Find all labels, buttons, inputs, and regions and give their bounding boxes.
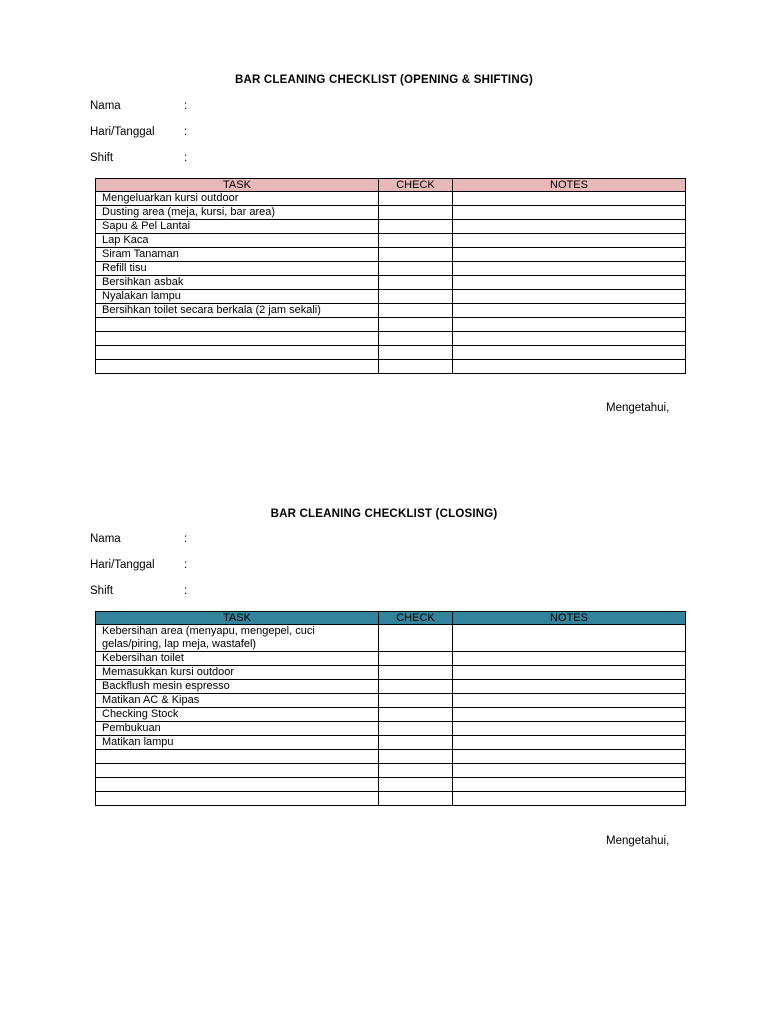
notes-cell[interactable] bbox=[453, 206, 686, 220]
field-label: Nama bbox=[90, 100, 121, 112]
check-cell[interactable] bbox=[379, 290, 453, 304]
check-cell[interactable] bbox=[379, 666, 453, 680]
field-label: Shift bbox=[90, 585, 114, 597]
table-row bbox=[96, 304, 686, 318]
task-cell: Backflush mesin espresso bbox=[96, 680, 379, 694]
task-cell bbox=[96, 360, 379, 374]
task-cell bbox=[96, 764, 379, 778]
notes-cell[interactable] bbox=[453, 332, 686, 346]
header-notes: NOTES bbox=[453, 179, 686, 192]
header-task: TASK bbox=[96, 612, 379, 625]
task-cell: Mengeluarkan kursi outdoor bbox=[96, 192, 379, 206]
opening-field-nama bbox=[90, 100, 187, 112]
opening-signature-label: Mengetahui, bbox=[606, 402, 670, 414]
notes-cell[interactable] bbox=[453, 318, 686, 332]
task-cell bbox=[96, 332, 379, 346]
field-label: Shift bbox=[90, 152, 114, 164]
notes-cell[interactable] bbox=[453, 778, 686, 792]
table-row bbox=[96, 764, 686, 778]
table-row bbox=[96, 276, 686, 290]
task-cell bbox=[96, 750, 379, 764]
check-cell[interactable] bbox=[379, 750, 453, 764]
check-cell[interactable] bbox=[379, 276, 453, 290]
task-cell: Checking Stock bbox=[96, 708, 379, 722]
field-label: Hari/Tanggal bbox=[90, 559, 155, 571]
notes-cell[interactable] bbox=[453, 736, 686, 750]
opening-field-hari-tanggal bbox=[90, 126, 187, 138]
table-row bbox=[96, 778, 686, 792]
table-header-row bbox=[96, 612, 686, 625]
header-notes: NOTES bbox=[453, 612, 686, 625]
header-check: CHECK bbox=[379, 612, 453, 625]
check-cell[interactable] bbox=[379, 304, 453, 318]
field-colon: : bbox=[184, 533, 188, 545]
opening-title: BAR CLEANING CHECKLIST (OPENING & SHIFTING) bbox=[234, 74, 533, 86]
notes-cell[interactable] bbox=[453, 680, 686, 694]
table-row bbox=[96, 722, 686, 736]
table-row bbox=[96, 792, 686, 806]
check-cell[interactable] bbox=[379, 234, 453, 248]
table-row bbox=[96, 680, 686, 694]
check-cell[interactable] bbox=[379, 736, 453, 750]
task-cell: Kebersihan toilet bbox=[96, 652, 379, 666]
check-cell[interactable] bbox=[379, 694, 453, 708]
notes-cell[interactable] bbox=[453, 346, 686, 360]
check-cell[interactable] bbox=[379, 652, 453, 666]
check-cell[interactable] bbox=[379, 262, 453, 276]
check-cell[interactable] bbox=[379, 192, 453, 206]
check-cell[interactable] bbox=[379, 708, 453, 722]
task-cell: Lap Kaca bbox=[96, 234, 379, 248]
table-row bbox=[96, 652, 686, 666]
task-cell: Siram Tanaman bbox=[96, 248, 379, 262]
task-cell: Matikan AC & Kipas bbox=[96, 694, 379, 708]
notes-cell[interactable] bbox=[453, 722, 686, 736]
check-cell[interactable] bbox=[379, 764, 453, 778]
check-cell[interactable] bbox=[379, 332, 453, 346]
task-cell: Bersihkan asbak bbox=[96, 276, 379, 290]
notes-cell[interactable] bbox=[453, 360, 686, 374]
task-cell: Matikan lampu bbox=[96, 736, 379, 750]
check-cell[interactable] bbox=[379, 680, 453, 694]
task-cell bbox=[96, 778, 379, 792]
check-cell[interactable] bbox=[379, 346, 453, 360]
notes-cell[interactable] bbox=[453, 192, 686, 206]
notes-cell[interactable] bbox=[453, 234, 686, 248]
table-row bbox=[96, 290, 686, 304]
closing-field-shift bbox=[90, 585, 187, 597]
table-row bbox=[96, 206, 686, 220]
notes-cell[interactable] bbox=[453, 764, 686, 778]
notes-cell[interactable] bbox=[453, 694, 686, 708]
opening-field-shift bbox=[90, 152, 187, 164]
field-colon: : bbox=[184, 559, 188, 571]
table-row bbox=[96, 708, 686, 722]
notes-cell[interactable] bbox=[453, 652, 686, 666]
field-label: Nama bbox=[90, 533, 121, 545]
closing-signature-label: Mengetahui, bbox=[606, 835, 670, 847]
notes-cell[interactable] bbox=[453, 625, 686, 652]
table-row bbox=[96, 750, 686, 764]
table-header-row bbox=[96, 179, 686, 192]
table-row bbox=[96, 736, 686, 750]
table-row bbox=[96, 248, 686, 262]
task-cell bbox=[96, 318, 379, 332]
table-row bbox=[96, 234, 686, 248]
field-label: Hari/Tanggal bbox=[90, 126, 155, 138]
table-row bbox=[96, 192, 686, 206]
header-task: TASK bbox=[96, 179, 379, 192]
table-row bbox=[96, 346, 686, 360]
task-cell: Bersihkan toilet secara berkala (2 jam sekali) bbox=[96, 304, 379, 318]
notes-cell[interactable] bbox=[453, 750, 686, 764]
notes-cell[interactable] bbox=[453, 220, 686, 234]
notes-cell[interactable] bbox=[453, 304, 686, 318]
notes-cell[interactable] bbox=[453, 708, 686, 722]
table-row bbox=[96, 220, 686, 234]
field-colon: : bbox=[184, 152, 188, 164]
field-colon: : bbox=[184, 585, 188, 597]
table-row bbox=[96, 318, 686, 332]
task-cell: Dusting area (meja, kursi, bar area) bbox=[96, 206, 379, 220]
notes-cell[interactable] bbox=[453, 290, 686, 304]
notes-cell[interactable] bbox=[453, 248, 686, 262]
notes-cell[interactable] bbox=[453, 276, 686, 290]
table-row bbox=[96, 332, 686, 346]
table-row bbox=[96, 625, 686, 652]
check-cell[interactable] bbox=[379, 778, 453, 792]
check-cell[interactable] bbox=[379, 360, 453, 374]
table-row bbox=[96, 262, 686, 276]
notes-cell[interactable] bbox=[453, 666, 686, 680]
closing-field-nama bbox=[90, 533, 187, 545]
check-cell[interactable] bbox=[379, 206, 453, 220]
task-cell bbox=[96, 346, 379, 360]
task-cell: Refill tisu bbox=[96, 262, 379, 276]
check-cell[interactable] bbox=[379, 248, 453, 262]
task-cell bbox=[96, 792, 379, 806]
opening-checklist-table bbox=[95, 178, 686, 374]
check-cell[interactable] bbox=[379, 318, 453, 332]
closing-field-hari-tanggal bbox=[90, 559, 187, 571]
table-row bbox=[96, 666, 686, 680]
task-cell: Nyalakan lampu bbox=[96, 290, 379, 304]
task-cell: Kebersihan area (menyapu, mengepel, cuci gelas/piring, lap meja, wastafel) bbox=[96, 625, 379, 652]
task-cell: Memasukkan kursi outdoor bbox=[96, 666, 379, 680]
header-check: CHECK bbox=[379, 179, 453, 192]
check-cell[interactable] bbox=[379, 722, 453, 736]
check-cell[interactable] bbox=[379, 220, 453, 234]
check-cell[interactable] bbox=[379, 792, 453, 806]
task-cell: Sapu & Pel Lantai bbox=[96, 220, 379, 234]
check-cell[interactable] bbox=[379, 625, 453, 652]
closing-checklist-table bbox=[95, 611, 686, 806]
table-row bbox=[96, 360, 686, 374]
notes-cell[interactable] bbox=[453, 792, 686, 806]
notes-cell[interactable] bbox=[453, 262, 686, 276]
closing-title: BAR CLEANING CHECKLIST (CLOSING) bbox=[270, 508, 498, 520]
table-row bbox=[96, 694, 686, 708]
field-colon: : bbox=[184, 126, 188, 138]
task-cell: Pembukuan bbox=[96, 722, 379, 736]
field-colon: : bbox=[184, 100, 188, 112]
